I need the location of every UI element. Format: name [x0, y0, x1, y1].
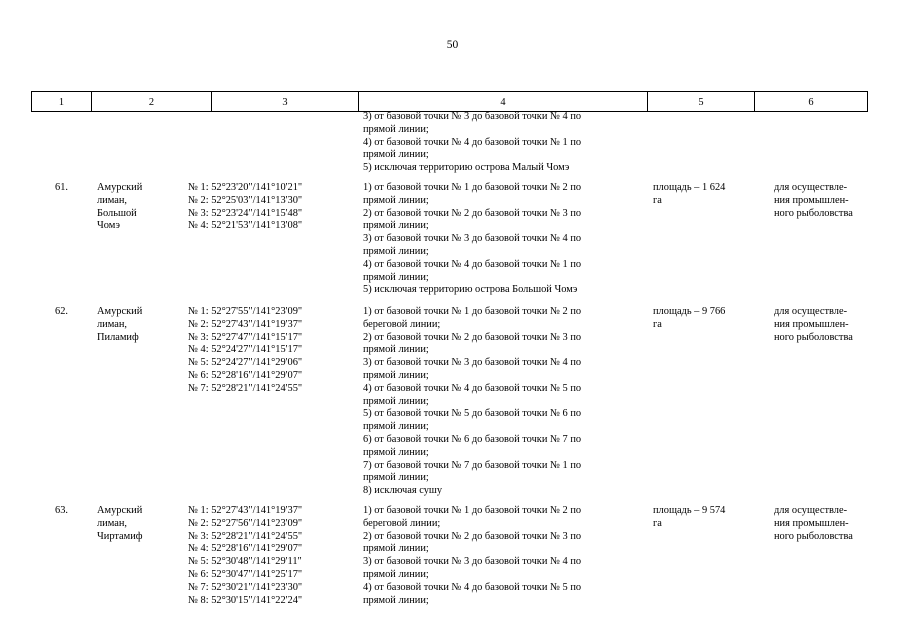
boundary-description-line: 7) от базовой точки № 7 до базовой точки № 1 по — [363, 459, 582, 471]
boundary-description-line: 2) от базовой точки № 2 до базовой точки № 3 по — [363, 207, 582, 219]
row-number: 62. — [55, 306, 68, 317]
base-points-line: № 4: 52°24'27"/141°15'17" — [188, 344, 303, 356]
area-name-line: Амурский — [97, 505, 143, 516]
boundary-description-line: прямой линии; — [363, 446, 429, 458]
purpose — [774, 306, 853, 344]
boundary-description-line: прямой линии; — [363, 369, 429, 381]
boundary-description — [363, 505, 581, 607]
boundary-description-line: прямой линии; — [363, 220, 429, 232]
base-points — [188, 306, 302, 396]
continuation-boundary-line: 5) исключая территорию острова Малый Чомэ — [363, 162, 570, 174]
column-header-4: 4 — [358, 92, 647, 111]
purpose-line: ния промышлен- — [774, 194, 849, 206]
boundary-description-line: прямой линии; — [363, 543, 429, 555]
area-name-line: лиман, — [97, 517, 128, 529]
purpose-line: ного рыболовства — [774, 331, 853, 343]
continuation-boundary-line: 3) от базовой точки № 3 до базовой точки № 4 по — [363, 111, 582, 122]
boundary-description-line: 5) от базовой точки № 5 до базовой точки № 6 по — [363, 408, 582, 420]
area-size-line: га — [653, 194, 662, 206]
column-header-2: 2 — [91, 92, 211, 111]
area-size-line: га — [653, 517, 662, 529]
base-points-line: № 6: 52°30'47"/141°25'17" — [188, 568, 303, 580]
boundary-description-line: 1) от базовой точки № 1 до базовой точки № 2 по — [363, 182, 582, 193]
column-header-6: 6 — [754, 92, 868, 111]
purpose — [774, 182, 853, 220]
continuation-boundary-line: прямой линии; — [363, 123, 429, 135]
area-name-line: лиман, — [97, 318, 128, 330]
base-points-line: № 1: 52°27'55"/141°23'09" — [188, 306, 303, 317]
boundary-description-line: 4) от базовой точки № 4 до базовой точки № 5 по — [363, 382, 582, 394]
boundary-description-line: 4) от базовой точки № 4 до базовой точки № 1 по — [363, 258, 582, 270]
boundary-description-line: 6) от базовой точки № 6 до базовой точки № 7 по — [363, 433, 582, 445]
area-size — [653, 182, 725, 208]
boundary-description-line: прямой линии; — [363, 421, 429, 433]
base-points-line: № 6: 52°28'16"/141°29'07" — [188, 369, 303, 381]
boundary-description-line: прямой линии; — [363, 568, 429, 580]
base-points-line: № 2: 52°27'43"/141°19'37" — [188, 318, 303, 330]
column-header-5: 5 — [647, 92, 754, 111]
boundary-description-line: 8) исключая сушу — [363, 485, 443, 497]
base-points-line: № 5: 52°24'27"/141°29'06" — [188, 357, 303, 369]
area-name — [97, 306, 142, 344]
boundary-description-line: прямой линии; — [363, 472, 429, 484]
base-points — [188, 505, 302, 607]
purpose-line: для осуществле- — [774, 182, 848, 193]
continuation-boundary — [363, 111, 581, 175]
base-points-line: № 1: 52°23'20"/141°10'21" — [188, 182, 303, 193]
purpose-line: для осуществле- — [774, 306, 848, 317]
area-name-line: Амурский — [97, 306, 143, 317]
row-number: 61. — [55, 182, 68, 193]
boundary-description-line: 3) от базовой точки № 3 до базовой точки № 4 по — [363, 233, 582, 245]
purpose-line: ного рыболовства — [774, 530, 853, 542]
area-size-line: площадь – 9 766 — [653, 306, 726, 317]
area-size-line: площадь – 1 624 — [653, 182, 726, 193]
area-name-line: Амурский — [97, 182, 143, 193]
boundary-description-line: 2) от базовой точки № 2 до базовой точки № 3 по — [363, 530, 582, 542]
purpose-line: ния промышлен- — [774, 517, 849, 529]
purpose-line: для осуществле- — [774, 505, 848, 516]
base-points-line: № 2: 52°27'56"/141°23'09" — [188, 517, 303, 529]
boundary-description-line: прямой линии; — [363, 594, 429, 606]
base-points-line: № 2: 52°25'03"/141°13'30" — [188, 194, 303, 206]
boundary-description-line: 3) от базовой точки № 3 до базовой точки № 4 по — [363, 357, 582, 369]
boundary-description-line: прямой линии; — [363, 395, 429, 407]
boundary-description-line: береговой линии; — [363, 318, 441, 330]
boundary-description-line: прямой линии; — [363, 344, 429, 356]
area-name — [97, 182, 142, 233]
boundary-description-line: прямой линии; — [363, 271, 429, 283]
purpose-line: ния промышлен- — [774, 318, 849, 330]
boundary-description — [363, 182, 581, 297]
area-name-line: Большой — [97, 207, 137, 219]
boundary-description-line: 3) от базовой точки № 3 до базовой точки № 4 по — [363, 556, 582, 568]
base-points-line: № 7: 52°30'21"/141°23'30" — [188, 581, 303, 593]
base-points-line: № 3: 52°28'21"/141°24'55" — [188, 530, 303, 542]
continuation-boundary-line: 4) от базовой точки № 4 до базовой точки № 1 по — [363, 136, 582, 148]
boundary-description-line: 1) от базовой точки № 1 до базовой точки № 2 по — [363, 505, 582, 516]
base-points-line: № 7: 52°28'21"/141°24'55" — [188, 382, 303, 394]
area-size-line: площадь – 9 574 — [653, 505, 726, 516]
base-points-line: № 3: 52°23'24"/141°15'48" — [188, 207, 303, 219]
purpose — [774, 505, 853, 543]
boundary-description-line: 4) от базовой точки № 4 до базовой точки № 5 по — [363, 581, 582, 593]
boundary-description-line: прямой линии; — [363, 245, 429, 257]
area-name — [97, 505, 143, 543]
table-header — [31, 91, 868, 112]
boundary-description-line: прямой линии; — [363, 194, 429, 206]
base-points — [188, 182, 302, 233]
base-points-line: № 3: 52°27'47"/141°15'17" — [188, 331, 303, 343]
area-name-line: Пиламиф — [97, 331, 139, 343]
base-points-line: № 1: 52°27'43"/141°19'37" — [188, 505, 303, 516]
boundary-description — [363, 306, 581, 498]
boundary-description-line: 2) от базовой точки № 2 до базовой точки № 3 по — [363, 331, 582, 343]
area-name-line: лиман, — [97, 194, 128, 206]
area-size — [653, 505, 725, 531]
base-points-line: № 8: 52°30'15"/141°22'24" — [188, 594, 303, 606]
base-points-line: № 4: 52°28'16"/141°29'07" — [188, 543, 303, 555]
boundary-description-line: 5) исключая территорию острова Большой Чомэ — [363, 284, 578, 296]
area-size — [653, 306, 725, 332]
base-points-line: № 5: 52°30'48"/141°29'11" — [188, 556, 302, 568]
area-name-line: Чомэ — [97, 220, 120, 232]
column-header-3: 3 — [211, 92, 358, 111]
page-number: 50 — [446, 39, 459, 51]
boundary-description-line: береговой линии; — [363, 517, 441, 529]
area-size-line: га — [653, 318, 662, 330]
boundary-description-line: 1) от базовой точки № 1 до базовой точки № 2 по — [363, 306, 582, 317]
row-number: 63. — [55, 505, 68, 516]
area-name-line: Чиртамиф — [97, 530, 143, 542]
continuation-boundary-line: прямой линии; — [363, 149, 429, 161]
base-points-line: № 4: 52°21'53"/141°13'08" — [188, 220, 303, 232]
column-header-1: 1 — [31, 92, 91, 111]
purpose-line: ного рыболовства — [774, 207, 853, 219]
